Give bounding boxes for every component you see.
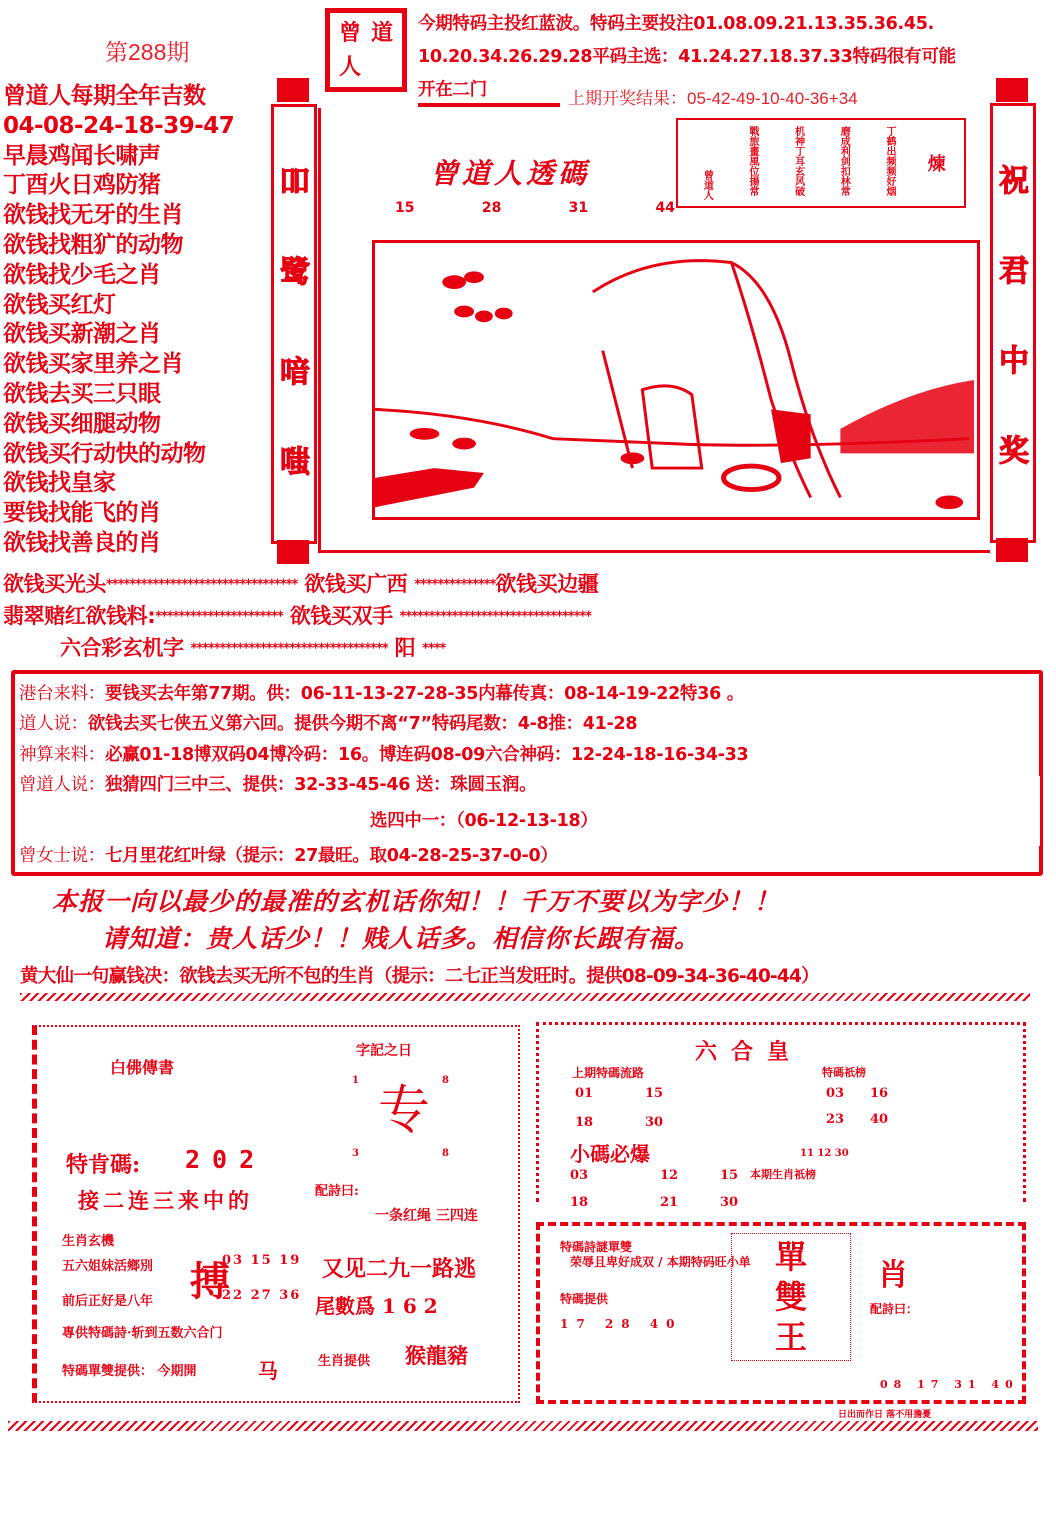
star-line-1 — [3, 568, 598, 598]
pair-poem-label: 配詩曰： — [870, 1302, 919, 1316]
star-line-tail: 欲钱买边疆 — [495, 572, 599, 596]
poem-line: 專供特碼詩·斩到五数六合门 — [62, 1326, 223, 1341]
special-code-label: 特肯碼: — [66, 1152, 141, 1178]
scroll-char: 中 — [999, 344, 1029, 379]
info-text: 欲钱去买七侠五义第六回。提供今期不离“7”特码尾数：4-8推：41-28 — [87, 714, 638, 734]
number-row: 22 27 36 — [222, 1288, 302, 1303]
right-scroll-cap — [996, 538, 1028, 562]
list-item: 欲钱买家里养之肖 — [3, 351, 183, 378]
header-line-3: 开在二门 — [418, 80, 487, 100]
info-line — [370, 807, 598, 832]
list-item: 欲钱买行动快的动物 — [3, 440, 206, 467]
zodiac-heading: 生肖玄機 — [62, 1234, 115, 1249]
special-code-value: 202 — [185, 1145, 267, 1174]
king-char: 王 — [774, 1318, 807, 1356]
star-line-2 — [3, 600, 591, 630]
small-code-title: 小碼必爆 — [570, 1142, 650, 1166]
tail-numbers-value: 1 6 2 — [381, 1294, 438, 1318]
small-number: 03 — [570, 1168, 589, 1183]
stars-divider: ************** — [414, 577, 496, 593]
list-item: 早晨鸡闻长啸声 — [3, 142, 161, 169]
small-code-grid — [570, 1168, 780, 1210]
info-label: 港台来料： — [19, 684, 105, 704]
poem-column: 丁鹤出频频好烟 — [883, 126, 895, 196]
info-text: 七月里花红叶绿（提示：27最旺。取04-28-25-37-0-0） — [105, 846, 558, 866]
poem-column: 机神丁耳玄风破 — [792, 126, 804, 196]
poem-column: 曾道人 — [701, 170, 713, 200]
scroll-char: 鹭 — [280, 255, 310, 290]
panel-title: 六合皇 — [695, 1039, 804, 1065]
scroll-char: 吅 — [280, 165, 310, 200]
scroll-char: 嗤 — [280, 445, 310, 480]
pair-poem-value: 一条红绳 三四连 — [375, 1208, 478, 1224]
scroll-char: 奖 — [999, 434, 1029, 469]
info-box-gap — [680, 776, 1040, 846]
last-result-value: 05-42-49-10-40-36+34 — [687, 89, 858, 108]
hint-label: 特碼單雙提供： — [62, 1364, 154, 1379]
footer-note: 日出而作日 落不用擔憂 — [838, 1410, 932, 1420]
small-number: 12 — [660, 1168, 679, 1183]
info-label: 曾女士说： — [19, 846, 105, 866]
panel-subtitle: 接二连三来中的 — [78, 1188, 253, 1213]
corner-number: 1 — [352, 1075, 359, 1086]
star-line-lead: 欲钱买光头 — [3, 572, 106, 596]
provide-numbers — [560, 1317, 682, 1331]
number-row: 03 15 19 — [222, 1253, 302, 1268]
star-line-mid: 欲钱买广西 — [304, 572, 408, 596]
list-item: 欲钱买新潮之肖 — [3, 321, 161, 348]
painting-illustration-icon — [375, 243, 977, 517]
small-number: 18 — [570, 1195, 589, 1210]
issue-number: 第288期 — [105, 39, 190, 65]
poem-column: 磨成利剑扣林常 — [838, 126, 850, 196]
last-result-label: 上期开奖结果： — [568, 89, 687, 108]
big-char: 搏 — [190, 1258, 230, 1305]
list-item: 欲钱找无牙的生肖 — [3, 202, 183, 229]
header-rule — [418, 103, 560, 107]
corner-number: 3 — [352, 1148, 359, 1159]
special-number: 03 — [826, 1086, 845, 1101]
small-number: 21 — [660, 1195, 679, 1210]
pair-poem-label: 配詩曰: — [315, 1184, 359, 1199]
header-line-1: 今期特码主投红蓝波。特码主要投注01.08.09.21.13.35.36.45. — [418, 14, 935, 34]
poem-tail: 煉 — [924, 154, 946, 172]
info-line — [19, 771, 536, 796]
word-of-day-label: 字記之日 — [356, 1043, 412, 1059]
info-label: 曾道人说： — [19, 775, 105, 795]
provide-number: 28 — [604, 1317, 638, 1331]
word-of-day: 专 — [378, 1081, 431, 1141]
special-number: 16 — [870, 1086, 889, 1101]
list-item: 欲钱找皇家 — [3, 470, 116, 497]
odd-even-hint — [62, 1360, 197, 1379]
left-riddle-list — [3, 82, 273, 559]
info-line — [19, 842, 558, 867]
zodiac-char: 肖 — [878, 1258, 908, 1293]
zodiac-list-label: 本期生肖祇榜 — [750, 1168, 816, 1181]
info-text: 独猜四门三中三、提供：32-33-45-46 送：珠圆玉润。 — [105, 775, 537, 795]
prev-number: 15 — [645, 1086, 664, 1101]
art-number: 28 — [481, 200, 502, 216]
poem-line: 前后正好是八年 — [62, 1294, 154, 1309]
zigzag-divider — [20, 993, 1030, 1001]
left-scroll-cap — [277, 540, 309, 564]
panel-title: 白佛傳書 — [110, 1058, 175, 1077]
odd-even-king-box — [731, 1233, 851, 1361]
stars-divider: **** — [422, 641, 446, 657]
header-line-2: 10.20.34.26.29.28平码主选：41.24.27.18.37.33特码很有可能 — [418, 47, 956, 67]
provide-number: 40 — [649, 1317, 683, 1331]
small-number: 30 — [720, 1195, 739, 1210]
info-line — [19, 710, 637, 735]
zodiac-label: 生肖提供 — [318, 1354, 371, 1369]
list-item: 欲钱找粗犷的动物 — [3, 231, 183, 258]
prev-number: 18 — [575, 1115, 594, 1130]
right-scroll-cap — [996, 78, 1028, 102]
list-item: 曾道人每期全年吉数 — [3, 83, 206, 109]
scroll-char: 祝 — [999, 164, 1029, 199]
star-line-mid: 欲钱买双手 — [289, 604, 393, 628]
huang-daxian-tip: 黄大仙一句赢钱决：欲钱去买无所不包的生肖（提示：二七正当发旺时。提供08-09-34-36-40-44） — [20, 966, 819, 987]
corner-number: 8 — [442, 1148, 449, 1159]
riddle-title: 特碼詩謎單雙 — [560, 1240, 633, 1254]
king-char: 雙 — [774, 1278, 807, 1316]
star-line-3 — [60, 632, 445, 662]
special-number: 23 — [826, 1112, 845, 1127]
list-item: 欲钱去买三只眼 — [3, 380, 161, 407]
list-item: 欲钱买细腿动物 — [3, 410, 161, 437]
prev-number: 30 — [645, 1115, 664, 1130]
list-item: 04-08-24-18-39-47 — [3, 112, 235, 139]
poem-column: 戰旅畫風位揚常 — [746, 126, 758, 196]
list-item: 欲钱找善良的肖 — [3, 529, 161, 556]
corner-number: 8 — [442, 1075, 449, 1086]
stars-divider: ********************************* — [399, 609, 591, 625]
list-item: 欲钱买红灯 — [3, 291, 116, 318]
info-line — [19, 741, 748, 766]
hint-value: 今期開 — [157, 1364, 197, 1379]
list-item: 欲钱找少毛之肖 — [3, 261, 161, 288]
stars-divider: ********************************* — [106, 577, 298, 593]
provide-label: 特碼提供 — [560, 1292, 609, 1306]
king-char: 單 — [774, 1238, 807, 1276]
star-line-lead: 六合彩玄机字 — [60, 636, 184, 660]
art-number: 31 — [568, 200, 589, 216]
slogan-line-2: 请知道：贵人话少！！贱人话多。相信你长跟有福。 — [102, 924, 701, 953]
riddle-poem: 荣辱且卑好成双 / 本期特码旺小单 — [570, 1255, 751, 1269]
special-code-list-label: 特碼祇榜 — [822, 1066, 866, 1079]
seal-char: 道 — [370, 21, 393, 46]
star-line-mid: 阳 — [394, 636, 416, 660]
zodiac-value: 猴龍豬 — [405, 1343, 468, 1368]
seal-char: 人 — [338, 55, 361, 80]
prev-number: 01 — [575, 1086, 594, 1101]
scroll-char: 喑 — [280, 355, 310, 390]
left-scroll — [271, 104, 317, 544]
poem-box — [676, 118, 966, 208]
info-label: 道人说： — [19, 714, 88, 734]
tail-numbers-label: 尾數爲 — [315, 1294, 375, 1318]
info-line — [19, 680, 744, 705]
mid-numbers: 11 12 30 — [800, 1148, 849, 1159]
zigzag-divider — [8, 1421, 1038, 1431]
right-numbers: 08 17 31 40 — [880, 1378, 1019, 1391]
art-number: 15 — [395, 200, 415, 216]
small-number: 15 — [720, 1168, 739, 1183]
scroll-char: 君 — [999, 254, 1029, 289]
list-item: 丁酉火日鸡防猪 — [3, 172, 161, 199]
list-item: 要钱找能飞的肖 — [3, 500, 161, 527]
info-text: 必赢01-18博双码04博冷码：16。博连码08-09六合神码：12-24-18-16-34-33 — [105, 745, 749, 765]
left-scroll-cap — [277, 78, 309, 102]
right-scroll — [990, 103, 1036, 543]
ink-painting — [372, 240, 980, 520]
info-text: 选四中一：（06-12-13-18） — [370, 811, 598, 831]
tail-numbers — [315, 1290, 438, 1319]
poem-line: 五六姐妹活鄉別 — [62, 1259, 154, 1274]
stars-divider: ********************** — [155, 609, 283, 625]
info-label: 神算来料： — [19, 745, 105, 765]
seal-char: 曾 — [338, 21, 361, 46]
star-line-lead: 翡翠赌红欲钱料: — [3, 604, 156, 628]
art-number: 44 — [655, 200, 675, 216]
prev-path-label: 上期特碼流路 — [572, 1066, 645, 1080]
info-text: 要钱买去年第77期。供：06-11-13-27-28-35内幕传真：08-14-19-22特36 。 — [105, 684, 744, 704]
stars-divider: ********************************** — [190, 641, 388, 657]
slogan-line-1: 本报一向以最少的最准的玄机话你知！！千万不要以为字少！！ — [52, 887, 781, 916]
provide-number: 17 — [560, 1317, 593, 1331]
art-title: 曾道人透碼 — [430, 157, 591, 190]
seal-logo — [325, 8, 407, 92]
again-line: 又见二九一路逃 — [322, 1257, 477, 1282]
horse-char: 马 — [258, 1359, 278, 1383]
art-numbers — [395, 200, 675, 216]
last-result — [568, 84, 858, 109]
special-number: 40 — [870, 1112, 889, 1127]
